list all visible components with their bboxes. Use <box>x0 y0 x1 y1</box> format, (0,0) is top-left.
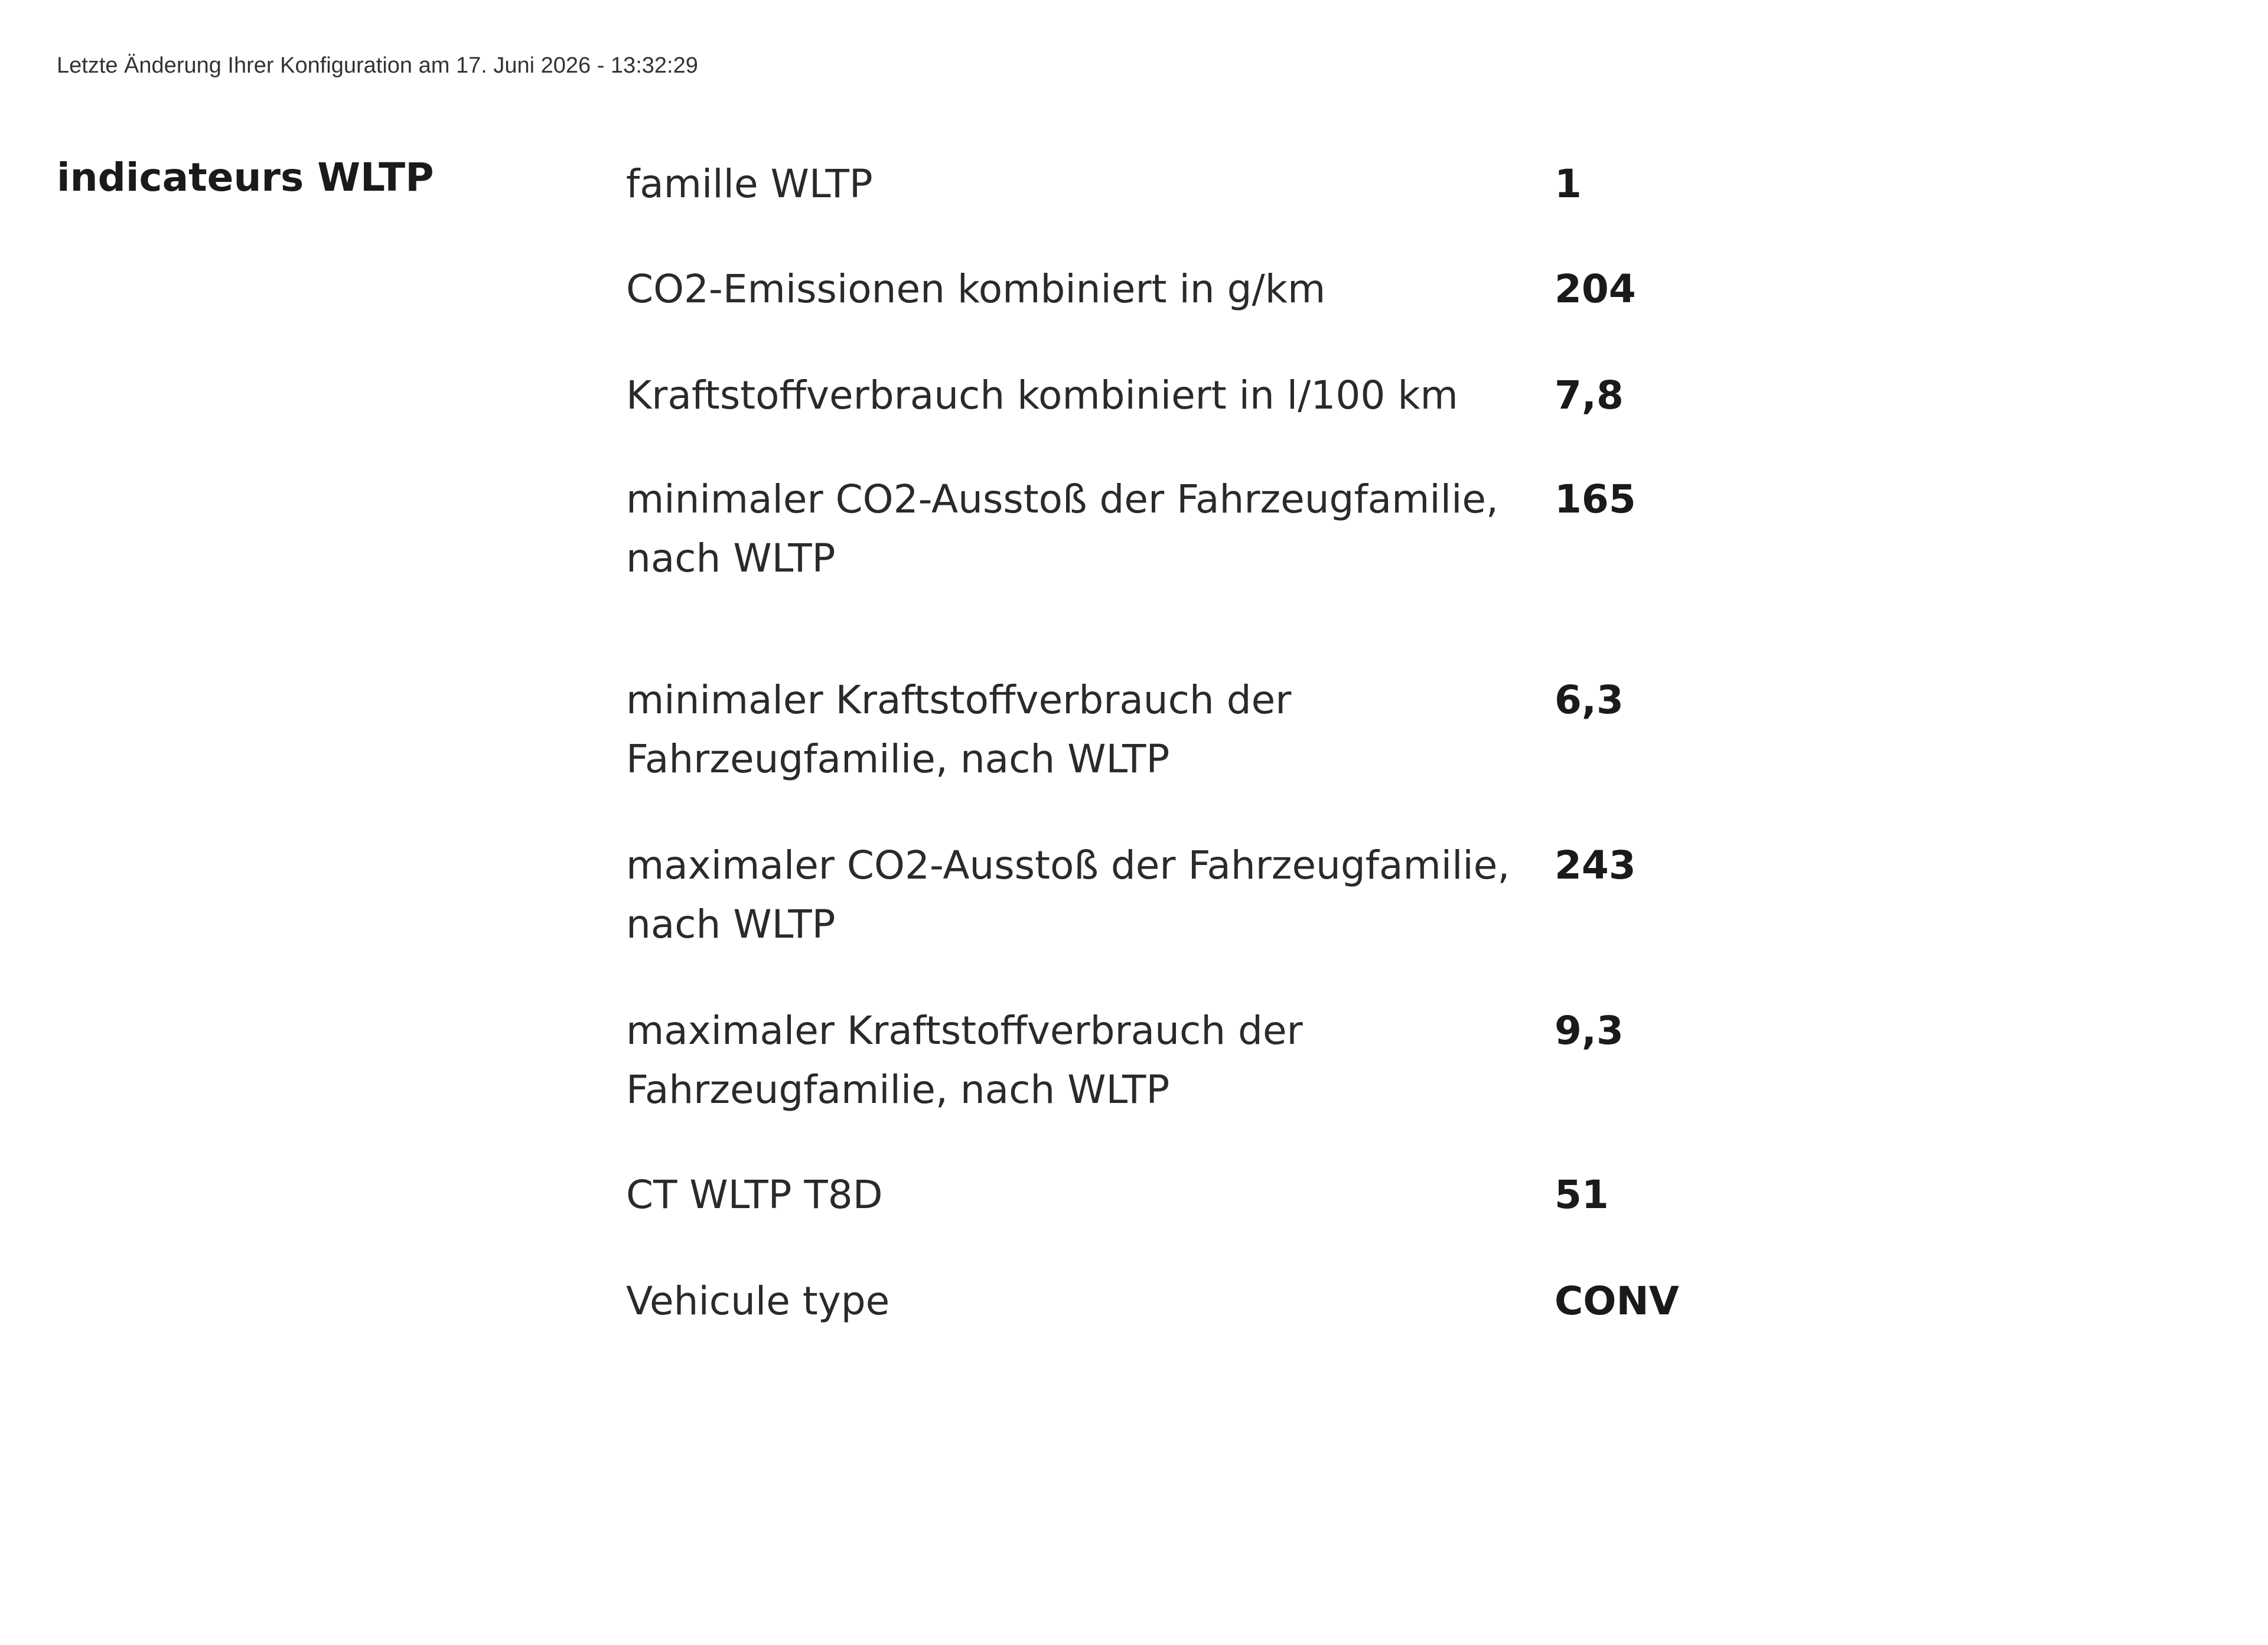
spec-value: 204 <box>1555 266 1636 312</box>
spec-label: CT WLTP T8D <box>626 1172 883 1218</box>
spec-label: maximaler CO2-Ausstoß der Fahrzeugfamilie, nach WLTP <box>626 843 1510 947</box>
spec-label: Kraftstoffverbrauch kombiniert in l/100 km <box>626 373 1458 418</box>
spec-value: 243 <box>1555 843 1636 888</box>
spec-label: minimaler Kraftstoffverbrauch der Fahrzeugfamilie, nach WLTP <box>626 677 1292 782</box>
spec-value: 6,3 <box>1555 677 1624 723</box>
spec-label: maximaler Kraftstoffverbrauch der Fahrzeugfamilie, nach WLTP <box>626 1008 1303 1112</box>
last-modified-text: Letzte Änderung Ihrer Konfiguration am 17. Juni 2026 - 13:32:29 <box>57 53 698 78</box>
spec-label: CO2-Emissionen kombiniert in g/km <box>626 266 1326 312</box>
spec-value: 9,3 <box>1555 1008 1624 1053</box>
spec-label: famille WLTP <box>626 161 873 207</box>
section-title: indicateurs WLTP <box>57 155 434 200</box>
spec-label: minimaler CO2-Ausstoß der Fahrzeugfamilie, nach WLTP <box>626 476 1499 581</box>
spec-value: CONV <box>1555 1278 1679 1324</box>
spec-value: 1 <box>1555 161 1582 207</box>
spec-value: 165 <box>1555 476 1636 522</box>
spec-value: 51 <box>1555 1172 1609 1218</box>
spec-label: Vehicule type <box>626 1278 890 1324</box>
spec-value: 7,8 <box>1555 373 1624 418</box>
